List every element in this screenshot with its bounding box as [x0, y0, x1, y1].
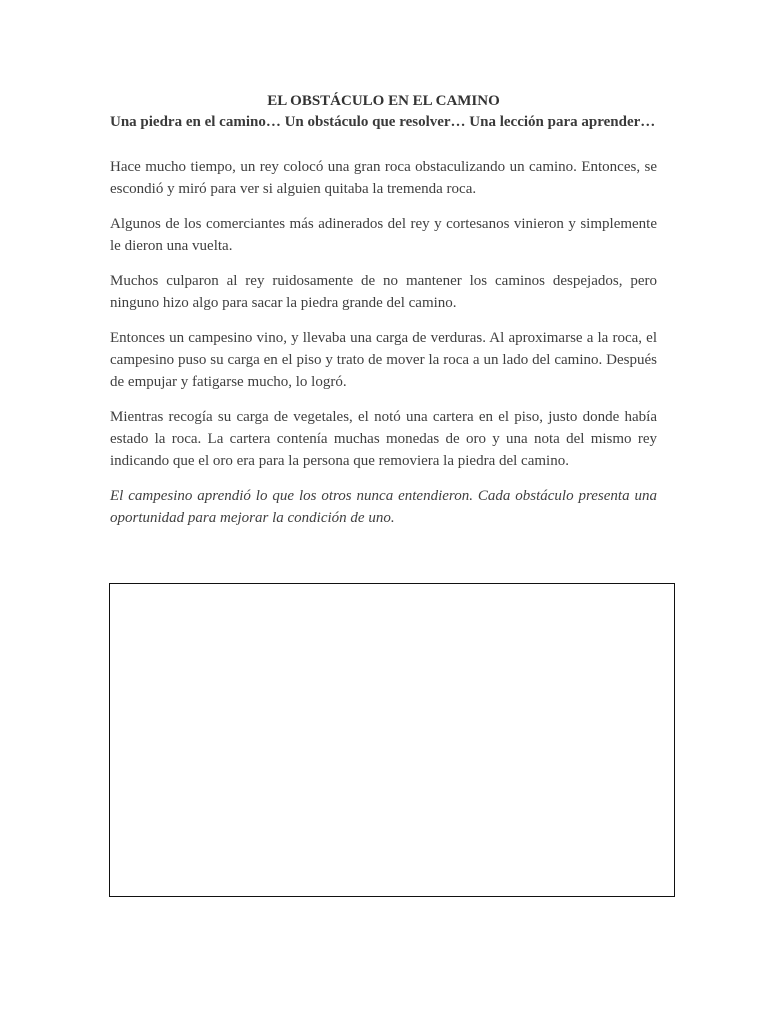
- empty-drawing-box: [109, 583, 675, 897]
- paragraph-2: Algunos de los comerciantes más adinerados del rey y cortesanos vinieron y simplemente le dieron una vuelta.: [110, 216, 657, 254]
- document-subtitle: Una piedra en el camino… Un obstáculo que resolver… Una lección para aprender…: [110, 114, 656, 130]
- document-body: [110, 91, 657, 529]
- moral-paragraph: El campesino aprendió lo que los otros nunca entendieron. Cada obstáculo presenta una oportunidad para mejorar la condición de uno.: [110, 488, 657, 526]
- paragraph-1: Hace mucho tiempo, un rey colocó una gran roca obstaculizando un camino. Entonces, se escondió y miró para ver si alguien quitaba la tremenda roca.: [110, 159, 657, 197]
- paragraph-5: Mientras recogía su carga de vegetales, el notó una cartera en el piso, justo donde había estado la roca. La cartera contenía muchas monedas de oro y una nota del mismo rey indicando que el oro era para la persona que removiera la piedra del camino.: [110, 409, 657, 469]
- paragraph-3: Muchos culparon al rey ruidosamente de no mantener los caminos despejados, pero ninguno hizo algo para sacar la piedra grande del camino.: [110, 273, 657, 311]
- document-title: EL OBSTÁCULO EN EL CAMINO: [267, 93, 500, 109]
- paragraph-4: Entonces un campesino vino, y llevaba una carga de verduras. Al aproximarse a la roca, el campesino puso su carga en el piso y trato de mover la roca a un lado del camino. Después de empujar y fatigarse mucho, lo logró.: [110, 330, 657, 390]
